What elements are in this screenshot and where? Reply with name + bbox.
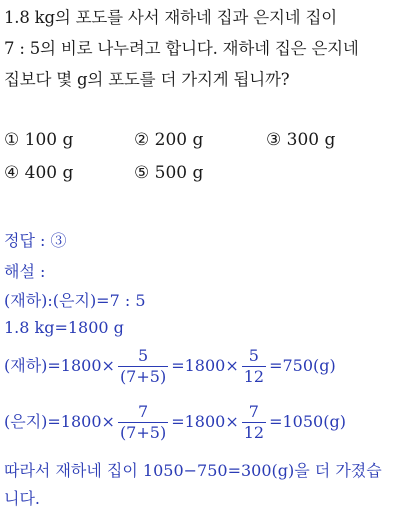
choice-text: 500 g (154, 163, 204, 183)
jaeha-fraction-1 (118, 346, 168, 387)
eunji-result: =1050(g) (269, 412, 346, 431)
fraction-numerator: 7 (248, 402, 259, 421)
choice-text: 400 g (24, 163, 74, 183)
fraction-numerator: 7 (137, 402, 149, 421)
choice-text: 200 g (154, 130, 204, 150)
jaeha-lhs: (재하)=1800× (4, 356, 115, 375)
choice-2[interactable] (134, 130, 203, 150)
choice-marker: ① (4, 130, 20, 150)
jaeha-equation (4, 346, 336, 387)
choice-1[interactable] (4, 130, 73, 150)
eunji-fraction-2 (242, 402, 266, 443)
question-line-3: 집보다 몇 g의 포도를 더 가지게 됩니까? (4, 70, 290, 89)
choice-marker: ⑤ (134, 163, 150, 183)
conversion-line: 1.8 kg=1800 g (4, 318, 124, 337)
jaeha-mid: =1800× (171, 356, 239, 375)
choice-5[interactable] (134, 163, 203, 183)
fraction-denominator: (7+5) (119, 423, 167, 442)
choice-text: 300 g (286, 130, 336, 150)
choice-3[interactable] (266, 130, 335, 150)
fraction-denominator: (7+5) (119, 367, 167, 386)
eunji-mid: =1800× (171, 412, 239, 431)
explanation-label: 해설 : (4, 262, 46, 281)
fraction-denominator: 12 (243, 423, 265, 442)
eunji-lhs: (은지)=1800× (4, 412, 115, 431)
choice-text: 100 g (24, 130, 74, 150)
choice-marker: ④ (4, 163, 20, 183)
choice-marker: ② (134, 130, 150, 150)
choice-4[interactable] (4, 163, 73, 183)
jaeha-fraction-2 (242, 346, 266, 387)
question-line-2: 7 : 5의 비로 나누려고 합니다. 재하네 집은 은지네 (4, 39, 359, 58)
fraction-numerator: 5 (137, 346, 149, 365)
answer-label: 정답 : ③ (4, 231, 67, 250)
fraction-numerator: 5 (248, 346, 259, 365)
jaeha-result: =750(g) (269, 356, 336, 375)
ratio-line: (재하):(은지)=7 : 5 (4, 291, 146, 310)
question-line-1: 1.8 kg의 포도를 사서 재하네 집과 은지네 집이 (4, 8, 337, 27)
conclusion-line-1: 따라서 재하네 집이 1050−750=300(g)을 더 가졌습 (4, 461, 382, 480)
conclusion-line-2: 니다. (4, 489, 40, 508)
eunji-equation (4, 402, 346, 443)
choice-marker: ③ (266, 130, 282, 150)
eunji-fraction-1 (118, 402, 168, 443)
fraction-denominator: 12 (243, 367, 265, 386)
